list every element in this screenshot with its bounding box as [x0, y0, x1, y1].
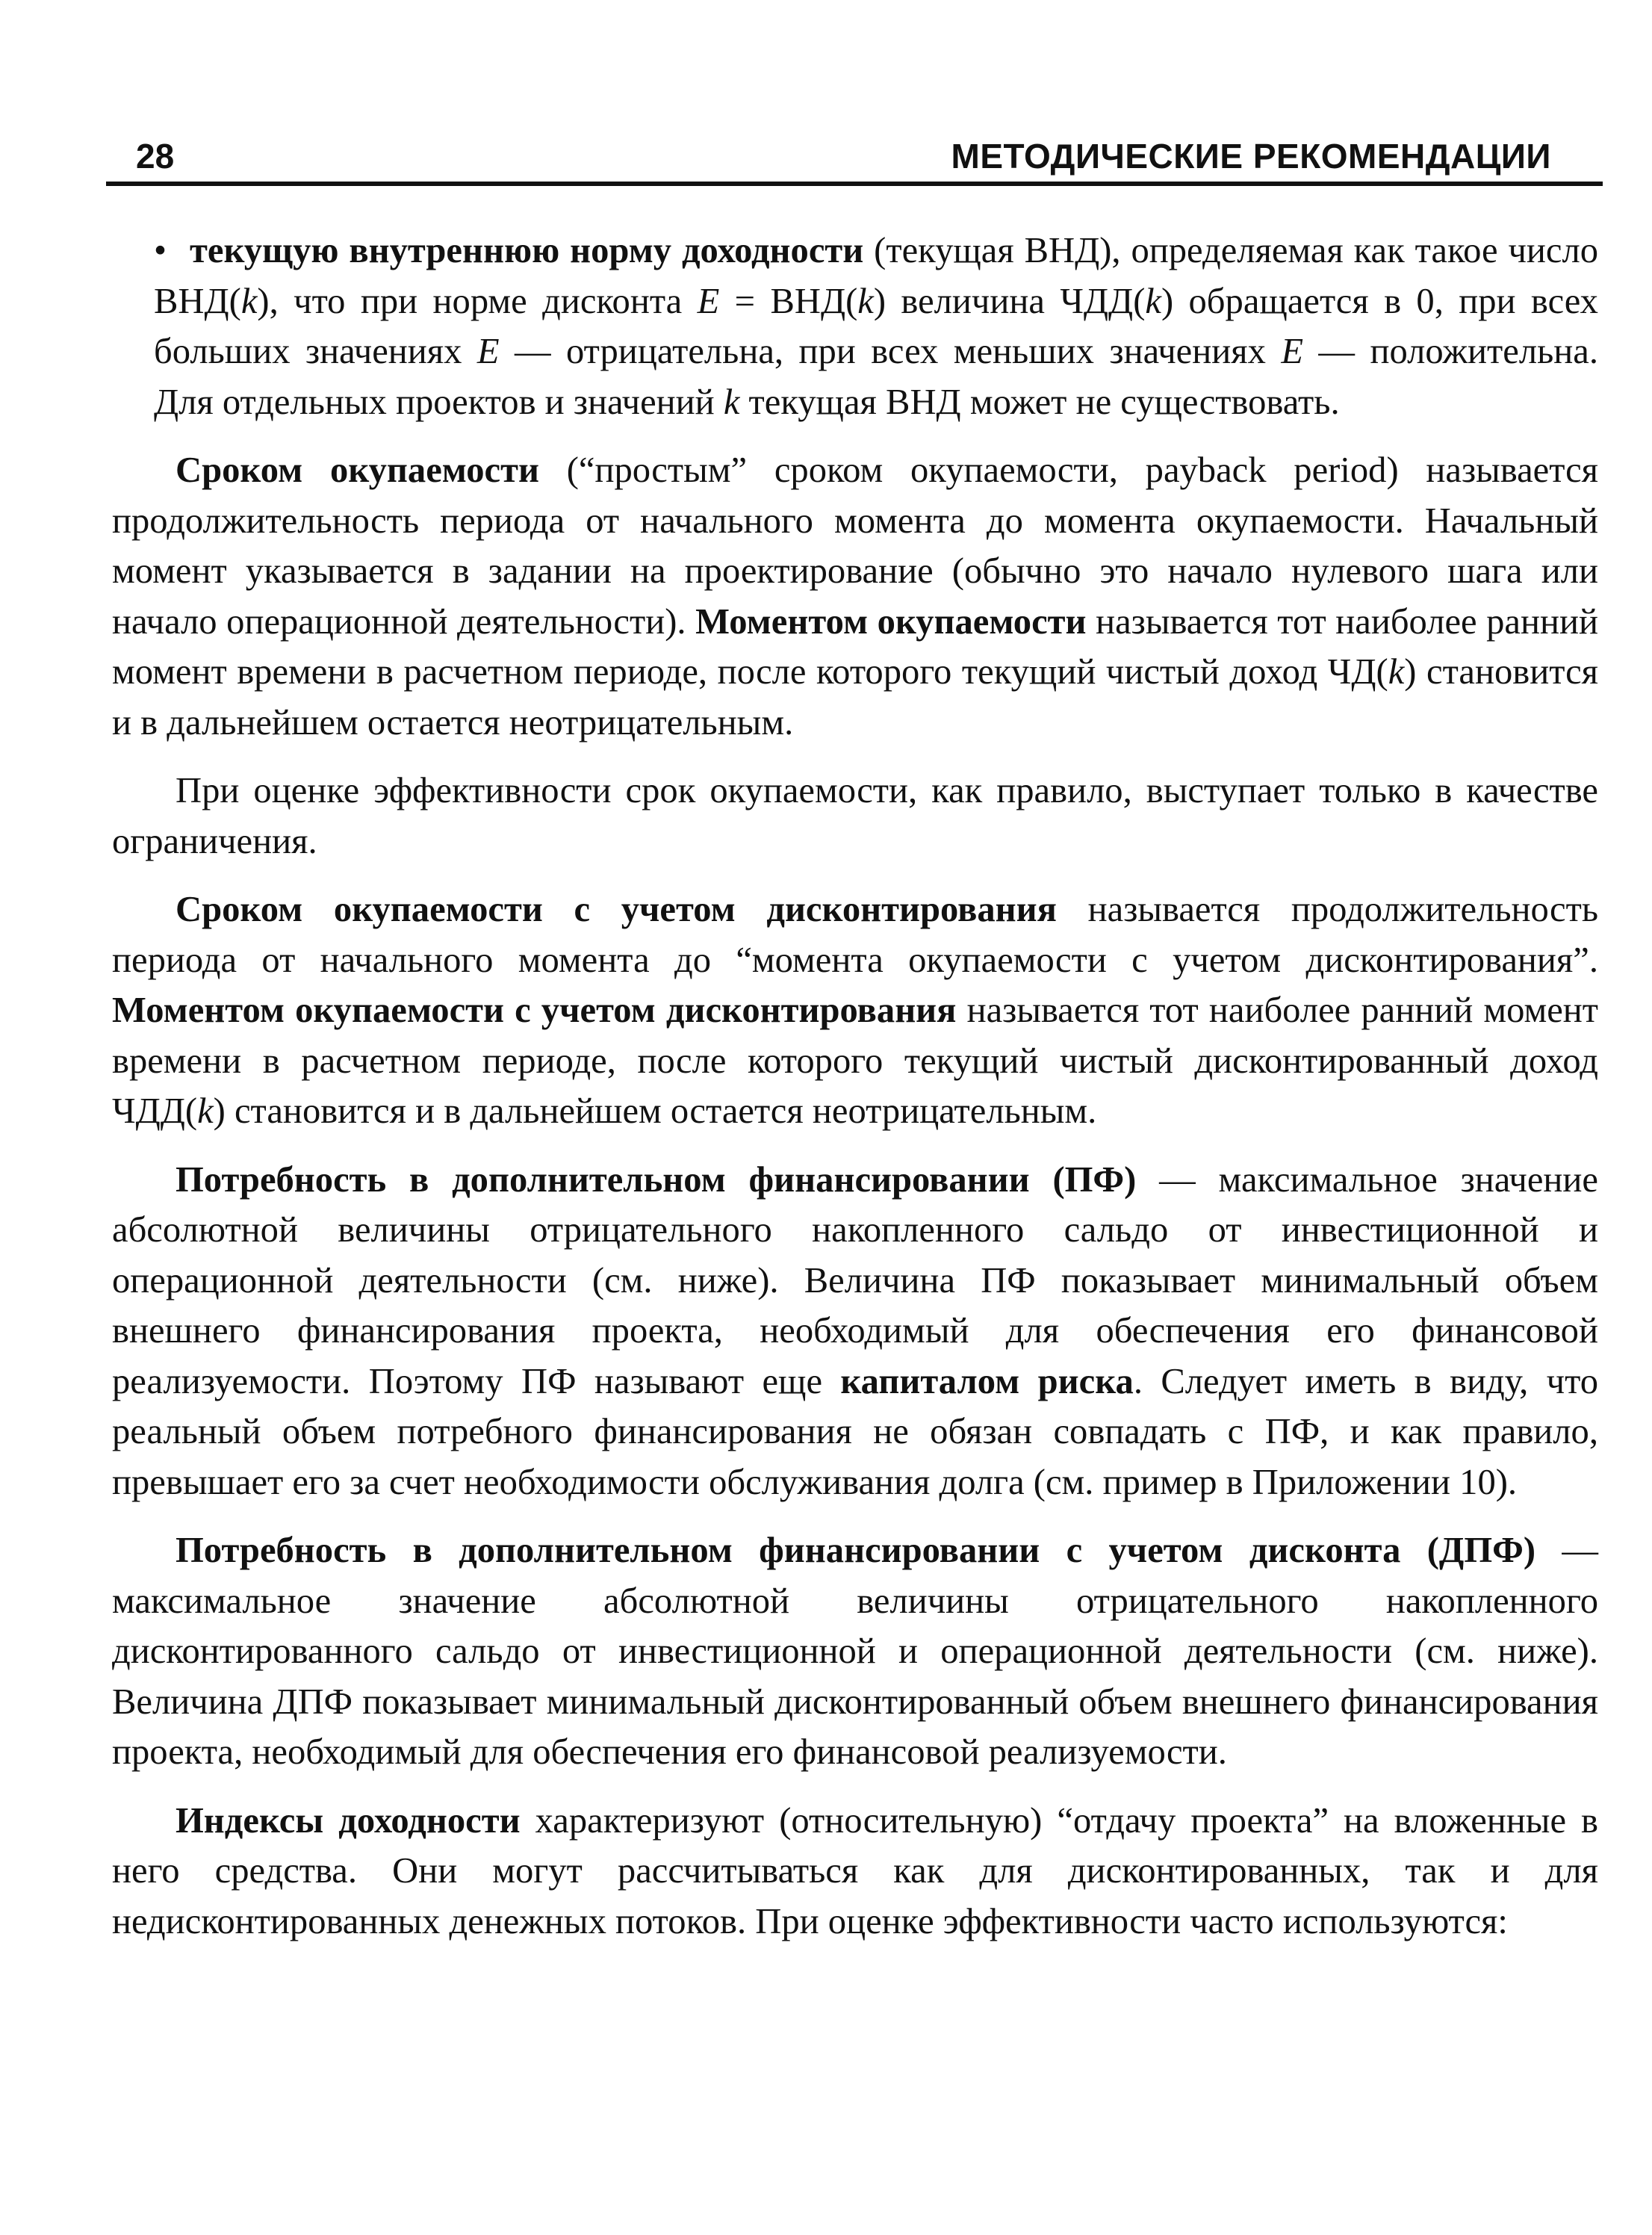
section-title: МЕТОДИЧЕСКИЕ РЕКОМЕНДАЦИИ [951, 137, 1551, 176]
text-run: — максимальное значение абсолютной величины отрицательного накопленного дисконтированного сальдо от инвестиционной и операционной деятельности (см. ниже). Величина ДПФ показывает минимальный дисконтированный объем внешнего финансирования проекта, необходимый для обеспечения его финансовой реализуемости. [112, 1530, 1598, 1772]
bullet-current-irr [112, 226, 1598, 427]
var-e: E [697, 280, 720, 321]
page-number: 28 [136, 137, 175, 176]
term-discounted-payback: Сроком окупаемости с учетом дисконтирования [176, 889, 1057, 929]
text-run: называется тот наиболее ранний момент времени в расчетном периоде, после которого текущий чистый дисконтированный доход ЧДД( [112, 990, 1598, 1131]
term-dpf: Потребность в дополнительном финансировании с учетом дисконта (ДПФ) [176, 1530, 1536, 1570]
text-run: — отрицательна, при всех меньших значениях [499, 331, 1282, 371]
text-run: характеризуют (относительную) “отдачу проекта” на вложенные в него средства. Они могут рассчитываться как для дисконтированных, так и для недисконтированных денежных потоков. При оценке эффективности часто используются: [112, 1800, 1598, 1941]
paragraph-limit: При оценке эффективности срок окупаемости, как правило, выступает только в качестве ограничения. [112, 770, 1598, 861]
paragraph-discounted-payback [112, 884, 1598, 1137]
text-run: — положительна. Для отдельных проектов и значений [154, 331, 1598, 422]
bullet-marker: • [154, 230, 167, 270]
var-k: k [1388, 651, 1405, 692]
var-e: E [1281, 331, 1303, 371]
term-profitability-indexes: Индексы доходности [176, 1800, 521, 1841]
term-payback: Сроком окупаемости [176, 450, 539, 490]
paragraph-pf [112, 1155, 1598, 1508]
text-run: ) становится и в дальнейшем остается неотрицательным. [112, 651, 1599, 743]
paragraph-dpf [112, 1525, 1598, 1778]
text-run: . Следует иметь в виду, что реальный объем потребного финансирования не обязан совпадать с ПФ, и как правило, превышает его за счет необходимости обслуживания долга (см. пример в Приложении 10). [112, 1360, 1598, 1502]
text-run: ) становится и в дальнейшем остается неотрицательным. [213, 1091, 1097, 1131]
term-current-irr: текущую внутреннюю норму доходности [190, 230, 864, 270]
var-k: k [857, 280, 874, 321]
term-pf: Потребность в дополнительном финансировании (ПФ) [176, 1159, 1137, 1200]
term-payback-moment: Моментом окупаемости [695, 601, 1087, 642]
text-run: называется продолжительность периода от начального момента до “момента окупаемости с учетом дисконтирования”. [112, 889, 1598, 980]
running-header [106, 136, 1551, 181]
var-k: k [197, 1091, 214, 1131]
document-body [112, 226, 1598, 1965]
text-run: — максимальное значение абсолютной величины отрицательного накопленного сальдо от инвестиционной и операционной деятельности (см. ниже). Величина ПФ показывает минимальный объем внешнего финансирования проекта, необходимый для обеспечения его финансовой реализуемости. Поэтому ПФ называют еще [112, 1159, 1598, 1401]
text-run: ) обращается в 0, при всех больших значениях [154, 280, 1598, 371]
var-k: k [240, 280, 258, 321]
text-run: (“простым” сроком окупаемости, payback period) называется продолжительность периода от начального момента до момента окупаемости. Начальный момент указывается в задании на проектирование (обычно это начало нулевого шага или начало операционной деятельности). [112, 450, 1598, 642]
text-run: называется тот наиболее ранний момент времени в расчетном периоде, после которого текущий чистый доход ЧД( [112, 601, 1599, 692]
text-run: = ВНД( [719, 280, 858, 321]
term-risk-capital: капиталом риска [840, 1360, 1134, 1401]
text-run: (текущая ВНД), определяемая как такое число ВНД( [154, 230, 1598, 321]
text-run: ) величина ЧДД( [873, 280, 1146, 321]
var-k: k [723, 381, 740, 422]
var-k: k [1145, 280, 1161, 321]
var-e: E [476, 331, 500, 371]
bullet-text [154, 226, 1598, 427]
text-run: текущая ВНД может не существовать. [739, 381, 1340, 422]
term-discounted-moment: Моментом окупаемости с учетом дисконтирования [112, 990, 957, 1030]
text-run: ), что при норме дисконта [257, 280, 698, 321]
paragraph-payback [112, 445, 1598, 748]
paragraph-indexes [112, 1796, 1598, 1947]
header-rule [106, 182, 1603, 186]
